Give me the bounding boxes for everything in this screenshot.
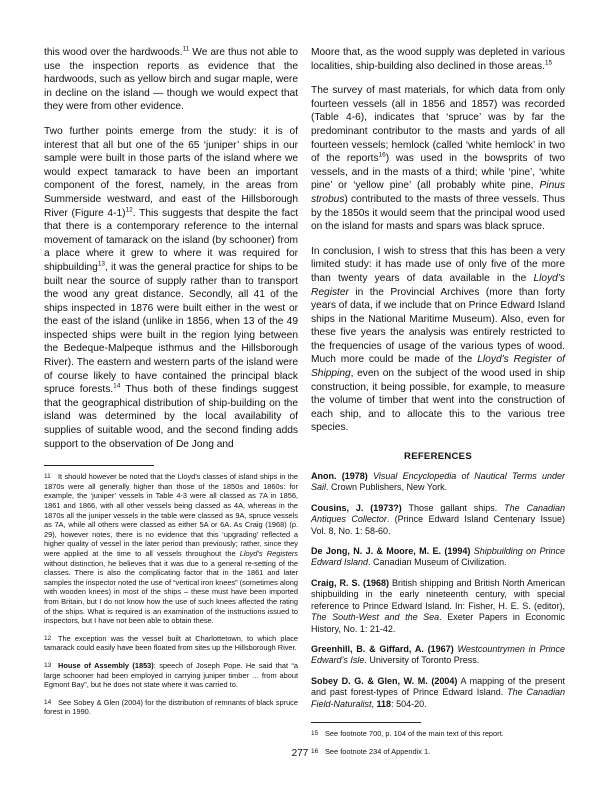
footnote-ref[interactable]: 13 bbox=[97, 260, 106, 268]
paragraph: In conclusion, I wish to stress that this has been a very limited study: it has made use of only five of the more than twenty years of data available in the Lloyd’s Register in the Provincial Archives (more than forty years of data, if we include that on Prince Edward Island ships in the National Maritime Museum). Also, even for these five years the analysis was entirely restricted to the frequencies of usage of the various types of wood. Much more could be made of the Lloyd’s Register of Shipping, even on the subject of the wood used in ship construction, it being possible, for example, to measure the volume of timber that went into the construction of each ship, and to allocate this to the various tree species. bbox=[311, 245, 566, 434]
reference-entry: Greenhill, B. & Giffard, A. (1967) Westcountrymen in Prince Edward’s Isle. University of Toronto Press. bbox=[311, 643, 565, 666]
footnote-ref[interactable]: 12 bbox=[125, 206, 133, 214]
footnote-ref[interactable]: 14 bbox=[113, 382, 121, 390]
paragraph: The survey of mast materials, for which data from only fourteen vessels (all in 1856 and 1857) was recorded (Table 4-6), indicates that ‘spruce’ was by far the predominant contributor to the masts and yards of all fourteen vessels; hemlock (called ‘white hemlock’ in two of the reports$^{16}$) was used in the bowsprits of two vessels, and in the masts of a third; while ‘pine’, ‘white pine’ or ‘yellow pine’ (all probably white pine, Pinus strobus) contributed to the masts of three vessels. Thus by the 1850s it would seem that the principal wood used on the island for masts and spars was black spruce. bbox=[311, 85, 565, 233]
reference-entry: Anon. (1978) Visual Encyclopedia of Nautical Terms under Sail. Crown Publishers, New York. bbox=[311, 471, 565, 493]
reference-entry: Sobey D. G. & Glen, W. M. (2004) A mapping of the present and past forest-types of Prince Edward Island. The Canadian Field-Naturalist, 118: 504-20. bbox=[311, 675, 565, 709]
footnote: 14 See Sobey & Glen (2004) for the distribution of remnants of black spruce forest in 1990. bbox=[44, 697, 298, 717]
footnote: 11 It should however be noted that the Lloyd’s classes of island ships in the 1870s were all generally higher than those of the 1850s and 1860s: for example, the ‘juniper’ vessels in Table 4-3 were all classed as 7A in 1856, 1861 and 1866, with all other vessels being classed as 4A, whereas in the 1870s all the juniper vessels in the table were classed as 9A, spruce vessels as 7A, while all others were classed as either 5A or 6A. As Craig (1968) (p. 29), however notes, there is no evidence that this ‘upgrading’ reflected a higher quality of vessel in the later period than previously; rather, since they were applied at the time to all vessels throughout the Lloyd’s Registers without distinction, he believes that it was due to a general re-setting of the classes. There is also the complicating factor that in the 1861 and later samples the inspector noted the use of “vertical iron knees” (sometimes along with wooden knees) in most of the ships – these must have been imported from Britain, but I do not know how the use of such knees affected the rating of the ships. What is required is an examination of the instructions issued to inspectors, but I have not been able to obtain these. bbox=[44, 472, 299, 626]
paragraph: this wood over the hardwoods.$^{11}$ We are thus not able to use the inspection reports as evidence that the hardwoods, such as yellow birch and sugar maple, were in decline on the island — though we would expect that they were from other evidence. bbox=[44, 45, 298, 113]
right-column bbox=[311, 46, 565, 764]
footnote: 16 See footnote 234 of Appendix 1. bbox=[311, 746, 431, 756]
footnote-divider bbox=[44, 465, 154, 466]
footnote: 13 House of Assembly (1853): speech of Joseph Pope. He said that “a large schooner had been employed in carrying juniper timber … from about Egmont Bay”, but he does not state where it was carried to. bbox=[44, 660, 298, 690]
footnote-divider bbox=[311, 722, 421, 723]
footnote-ref[interactable]: 16 bbox=[378, 151, 386, 159]
footnote-ref[interactable]: 11 bbox=[182, 45, 190, 53]
references-heading: REFERENCES bbox=[404, 451, 472, 463]
reference-entry: De Jong, N. J. & Moore, M. E. (1994) Shipbuilding on Prince Edward Island. Canadian Museum of Civilization. bbox=[311, 546, 565, 568]
left-column bbox=[44, 46, 298, 725]
reference-entry: Cousins, J. (1973?) Those gallant ships. The Canadian Antiques Collector. (Prince Edward Island Centenary Issue) Vol. 8, No. 1: 58-60. bbox=[311, 502, 565, 536]
page-number: 277 bbox=[291, 748, 309, 759]
footnote: 12 The exception was the vessel built at Charlottetown, to which place tamarack could easily have been floated from sites up the Hillsborough River. bbox=[44, 633, 298, 653]
footnote-ref[interactable]: 15 bbox=[544, 59, 553, 67]
footnote: 15 See footnote 700, p. 104 of the main text of this report. bbox=[311, 728, 504, 738]
reference-entry: Craig, R. S. (1968) British shipping and British North American shipbuilding in the early nineteenth century, with special reference to Prince Edward Island. In: Fisher, H. E. S. (editor), The South-West and the Sea. Exeter Papers in Economic History, No. 1: 21-42. bbox=[311, 577, 565, 634]
paragraph: Moore that, as the wood supply was depleted in various localities, ship-building also declined in those areas.$^{15}$ bbox=[311, 47, 565, 72]
paragraph: Two further points emerge from the study: it is of interest that all but one of the 65 ‘juniper’ ships in our sample were built in those parts of the island where we would expect tamarack to have been an important component of the forest, namely, in the areas from Summerside westward, and east of the Hillsborough River (Figure 4-1)$^{12}$. This suggests that despite the fact that there is a contemporary reference to the internal movement of tamarack on the island (by schooner) from a place where it grew to where it was required for shipbuilding$^{13}$, it was the general practice for ships to be built near the source of supply rather than to transport the wood any great distance. Secondly, all 41 of the ships inspected in 1876 were built either in the west or the east of the island (unlike in 1856, when 13 of the 49 inspected ships were built in the region lying between the Bedeque-Malpeque isthmus and the Hillsborough River). The eastern and western parts of the island were of course likely to have contained the principal black spruce forests.$^{14}$ Thus both of these findings suggest that the geographical distribution of ship-building on the island was determined by the local availability of supplies of suitable wood, and the second finding adds support to the observation of De Jong and bbox=[44, 125, 299, 450]
